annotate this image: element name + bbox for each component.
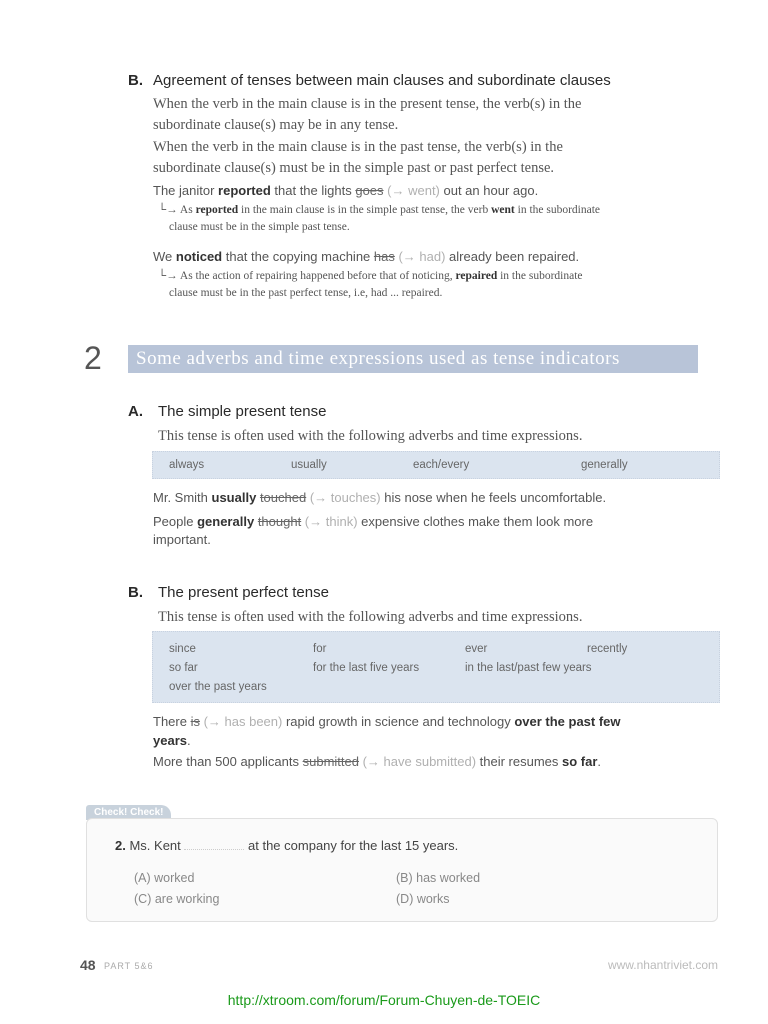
example-bold: reported: [218, 183, 271, 198]
note-text: in the subordinate: [514, 204, 601, 216]
section-b2-example1-line2: [153, 733, 191, 748]
section-b2-intro: This tense is often used with the following adverbs and time expressions.: [158, 609, 583, 625]
section-b2-example2: [153, 754, 601, 769]
example-strike: has: [373, 249, 395, 264]
section-b2-word-box: [152, 631, 720, 703]
word-each-every: each/every: [413, 459, 470, 471]
example-text: More than 500 applicants: [153, 754, 303, 769]
section-a-letter: A.: [128, 403, 143, 420]
section-b1-line1: When the verb in the main clause is in the present tense, the verb(s) in the: [153, 96, 582, 112]
section-b1-line3: When the verb in the main clause is in the past tense, the verb(s) in the: [153, 139, 563, 155]
forum-link[interactable]: http://xtroom.com/forum/Forum-Chuyen-de-TOEIC: [227, 992, 541, 1008]
check-check-box: [86, 818, 718, 922]
question-text: at the company for the last 15 years.: [248, 838, 459, 853]
section-b1-note2: [158, 268, 583, 285]
example-text: There: [153, 714, 191, 729]
word-so-far: so far: [169, 662, 198, 674]
example-correction: (→ think): [301, 514, 358, 529]
choice-c[interactable]: (C) are working: [134, 892, 220, 906]
section-b2-title: The present perfect tense: [158, 584, 329, 601]
word-always: always: [169, 459, 205, 471]
section-b1-note1: [158, 202, 600, 219]
example-bold: usually: [211, 490, 257, 505]
section-b2-letter: B.: [128, 584, 143, 601]
example-text: The janitor: [153, 183, 219, 198]
example-bold: years: [153, 733, 187, 748]
example-text: We: [153, 249, 176, 264]
example-bold: generally: [197, 514, 255, 529]
question-2: [115, 838, 458, 853]
example-correction: (→ have submitted): [358, 754, 477, 769]
example-correction: (→ went): [383, 183, 440, 198]
example-correction: (→ touches): [306, 490, 381, 505]
section-b1-letter: B.: [128, 72, 143, 89]
example-correction: (→ has been): [199, 714, 283, 729]
example-text: People: [153, 514, 198, 529]
example-text: that the copying machine: [222, 249, 374, 264]
note-bold: reported: [195, 204, 239, 216]
note-arrow-icon: └→: [158, 204, 178, 216]
note-bold: repaired: [455, 270, 498, 282]
example-correction: (→ had): [394, 249, 446, 264]
section-b1-line2: subordinate clause(s) may be in any tense.: [153, 117, 399, 133]
section-banner: Some adverbs and time expressions used as tense indicators: [128, 345, 698, 373]
choice-b[interactable]: (B) has worked: [396, 871, 481, 885]
section-b2-example1: [153, 714, 621, 729]
choice-d[interactable]: (D) works: [396, 892, 450, 906]
note-text: in the main clause is in the simple past tense, the verb: [238, 204, 492, 216]
word-ever: ever: [465, 643, 488, 655]
example-text: that the lights: [270, 183, 356, 198]
section-a-title: The simple present tense: [158, 403, 327, 420]
section-a-word-box: [152, 451, 720, 479]
section-b1-example2: [153, 249, 579, 264]
word-for: for: [313, 643, 327, 655]
note-text: As the action of repairing happened before that of noticing,: [177, 270, 456, 282]
question-number: 2.: [115, 838, 126, 853]
example-bold: over the past few: [514, 714, 621, 729]
example-bold: noticed: [175, 249, 223, 264]
section-b1-note1-line2: clause must be in the simple past tense.: [169, 221, 350, 233]
section-b1-note2-line2: clause must be in the past perfect tense, i.e, had ... repaired.: [169, 287, 443, 299]
note-text: As: [177, 204, 196, 216]
word-usually: usually: [291, 459, 327, 471]
example-text: their resumes: [476, 754, 563, 769]
example-text: Mr. Smith: [153, 490, 212, 505]
note-text: in the subordinate: [497, 270, 583, 282]
footer-url[interactable]: www.nhantriviet.com: [607, 958, 718, 972]
section-b1-line4: subordinate clause(s) must be in the simple past or past perfect tense.: [153, 160, 555, 176]
example-bold: so far: [562, 754, 598, 769]
check-check-tab: Check! Check!: [86, 805, 171, 820]
section-number: 2: [84, 340, 102, 376]
footer-part: PART 5&6: [104, 961, 154, 971]
example-text: out an hour ago.: [439, 183, 539, 198]
section-a-example2: [153, 514, 593, 529]
example-text: already been repaired.: [445, 249, 580, 264]
example-text: .: [597, 754, 602, 769]
section-a-example1: [153, 490, 606, 505]
example-strike: thought: [257, 514, 302, 529]
example-strike: touched: [259, 490, 307, 505]
section-a-example2-line2: important.: [153, 532, 211, 547]
word-in-last-past-few-years: in the last/past few years: [465, 662, 592, 674]
example-text: .: [186, 733, 191, 748]
section-a-intro: This tense is often used with the following adverbs and time expressions.: [158, 428, 583, 444]
word-since: since: [169, 643, 196, 655]
section-b1-example1: [153, 183, 538, 198]
note-bold: went: [491, 204, 515, 216]
example-strike: submitted: [302, 754, 359, 769]
example-text: his nose when he feels uncomfortable.: [380, 490, 607, 505]
choice-a[interactable]: (A) worked: [134, 871, 195, 885]
word-generally: generally: [581, 459, 628, 471]
example-text: rapid growth in science and technology: [282, 714, 515, 729]
example-strike: goes: [355, 183, 384, 198]
word-recently: recently: [587, 643, 628, 655]
question-text: Ms. Kent: [129, 838, 181, 853]
answer-blank[interactable]: [184, 849, 244, 850]
word-for-last-five-years: for the last five years: [313, 662, 420, 674]
page-number: 48: [80, 957, 96, 973]
example-text: expensive clothes make them look more: [357, 514, 594, 529]
word-over-past-years: over the past years: [169, 681, 267, 693]
section-b1-title: Agreement of tenses between main clauses and subordinate clauses: [153, 72, 611, 89]
example-strike: is: [190, 714, 200, 729]
note-arrow-icon: └→: [158, 270, 178, 282]
